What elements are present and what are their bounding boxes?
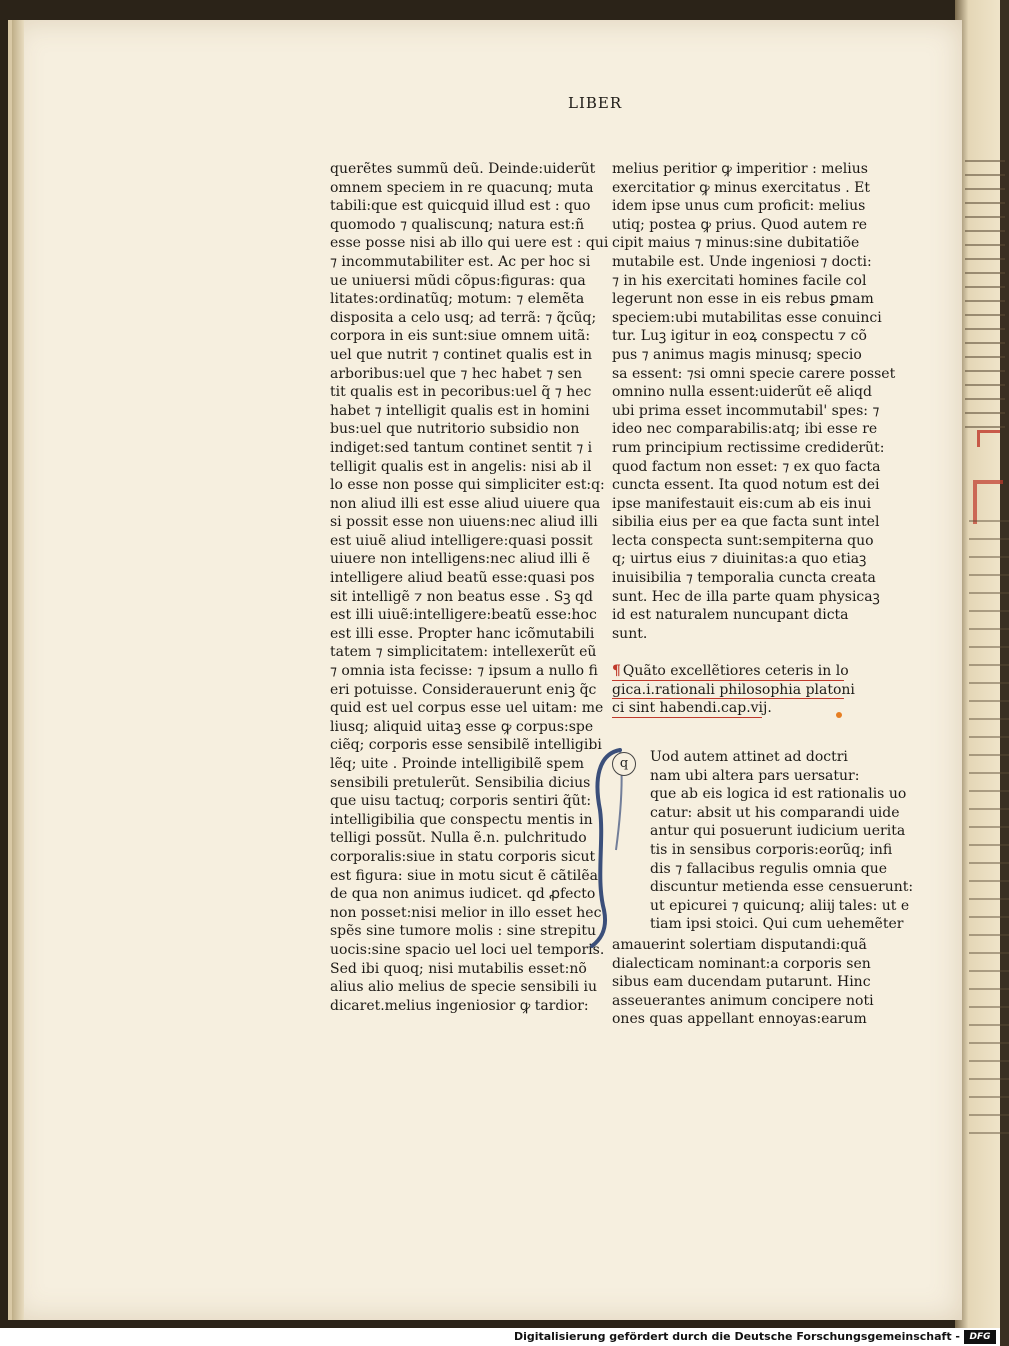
pilcrow-icon: ¶ <box>612 663 621 679</box>
text-line: intelligibilia que conspectu mentis in <box>330 811 593 828</box>
text-line: quod factum non esset: ⁊ ex quo facta <box>612 458 881 475</box>
text-line: ciẽq; corporis esse sensibilẽ intelligibi <box>330 737 602 754</box>
text-line: ⁊ in his exercitati homines facile col <box>612 272 867 289</box>
text-line: alius alio melius de specie sensibili iu <box>330 979 597 996</box>
text-line: spẽs sine tumore molis : sine strepitu <box>330 923 596 940</box>
text-line: legerunt non esse in eis rebus ꝑmam <box>612 291 874 308</box>
text-line: ideo nec comparabilis:atq; ibi esse re <box>612 421 878 438</box>
text-line: bus:uel que nutritorio subsidio non <box>330 421 580 438</box>
footer-bar <box>0 1328 1000 1346</box>
text-line: sunt. Hec de illa parte quam physicaꝫ <box>612 588 880 605</box>
text-line: discuntur metienda esse censuerunt: <box>650 879 914 896</box>
text-line: idem ipse unus cum proficit: melius <box>612 198 866 215</box>
rubric-underline <box>612 680 844 681</box>
text-line: litates:ordinatũq; motum: ⁊ elemẽta <box>330 291 585 308</box>
text-line: liusq; aliquid uitaꝫ esse ꝙ corpus:spe <box>330 718 594 735</box>
text-line: corporalis:siue in statu corporis sicut <box>330 848 596 865</box>
text-line: melius peritior ꝙ imperitior : melius <box>612 161 868 177</box>
text-line: corpora in eis sunt:siue omnem uitã: <box>330 328 591 345</box>
text-line: uel que nutrit ⁊ continet qualis est in <box>330 346 592 363</box>
text-line: intelligere aliud beatũ esse:quasi pos <box>330 570 595 587</box>
text-line: si possit esse non uiuens:nec aliud illi <box>330 514 598 531</box>
text-line: tatem ⁊ simplicitatem: intellexerũt eũ <box>330 644 597 661</box>
text-line: que ab eis logica id est rationalis uo <box>650 786 907 803</box>
footer-credit: Digitalisierung gefördert durch die Deutsche Forschungsgemeinschaft - <box>513 1330 960 1343</box>
text-line: ue uniuersi mũdi cõpus:figuras: qua <box>330 272 586 289</box>
dfg-logo: DFG <box>964 1330 996 1344</box>
text-line: telligit qualis est in angelis: nisi ab il <box>330 458 592 475</box>
text-line: tiam ipsi stoici. Qui cum uehemẽter <box>650 916 904 933</box>
text-line: lo esse non posse qui simpliciter est:q: <box>330 477 605 494</box>
text-line: ones quas appellant ennoyas:earum <box>612 1011 867 1028</box>
text-line: rum principium rectissime crediderũt: <box>612 439 885 456</box>
text-line: dis ⁊ fallacibus regulis omnia que <box>650 860 888 877</box>
text-line: arboribus:uel que ⁊ hec habet ⁊ sen <box>330 365 583 382</box>
text-line: sit intelligẽ ⁊ non beatus esse . Sꝫ qd <box>330 588 593 605</box>
text-line: mutabile est. Unde ingeniosi ⁊ docti: <box>612 253 872 270</box>
text-line: Sed ibi quoq; nisi mutabilis esset:nõ <box>330 960 587 977</box>
chapter-heading-line: ci sint habendi.cap.vij. <box>612 700 772 717</box>
text-line: id est naturalem nuncupant dicta <box>612 607 849 624</box>
facing-page-text-ghost <box>965 160 1005 440</box>
chapter-heading-line: ¶ Quãto excellẽtiores ceteris in lo <box>612 663 849 679</box>
text-line: Uod autem attinet ad doctri <box>650 749 848 765</box>
text-line: de qua non animus iudicet. qd ꝓfecto <box>330 886 596 903</box>
text-line: cuncta essent. Ita quod notum est dei <box>612 477 880 494</box>
text-line: amauerint solertiam disputandi:quã <box>612 937 867 953</box>
text-line: quomodo ⁊ qualiscunq; natura est:ñ <box>330 216 585 233</box>
text-line: cipit maius ⁊ minus:sine dubitatiõe <box>612 235 860 252</box>
text-line: sibilia eius per ea que facta sunt intel <box>612 514 880 531</box>
text-line: tit qualis est in pecoribus:uel q̃ ⁊ hec <box>330 384 592 401</box>
text-line: non posset:nisi melior in illo esset hec <box>330 904 602 921</box>
text-line: omnem speciem in re quacunq; muta <box>330 179 594 196</box>
guide-letter: q <box>612 752 636 776</box>
running-head: LIBER <box>568 94 623 112</box>
text-line: eri potuisse. Considerauerunt eniꝫ q̃c <box>330 681 597 698</box>
text-line: indiget:sed tantum continet sentit ⁊ i <box>330 439 593 456</box>
text-line: utiq; postea ꝙ prius. Quod autem re <box>612 216 868 233</box>
text-line: tabili:que est quicquid illud est : quo <box>330 198 591 215</box>
rubric-dot <box>836 712 842 718</box>
text-line: ipse manifestauit eis:cum ab eis inui <box>612 495 872 512</box>
text-line: inuisibilia ⁊ temporalia cuncta creata <box>612 570 876 587</box>
text-line: ⁊ omnia ista fecisse: ⁊ ipsum a nullo fi <box>330 663 598 680</box>
text-line: non aliud illi est esse aliud uiuere qua <box>330 495 601 512</box>
page-gutter <box>12 20 24 1320</box>
text-line: esse posse nisi ab illo qui uere est : qui <box>330 235 609 252</box>
text-line: dicaret.melius ingeniosior ꝙ tardior: <box>330 997 589 1014</box>
chapter-heading <box>612 662 862 718</box>
facing-page-rubric-mark <box>977 430 1000 447</box>
text-line: antur qui posuerunt iudicium ueritа <box>650 823 906 840</box>
facing-page-text-ghost-lower <box>969 520 1009 1140</box>
text-line: est illi esse. Propter hanc icõmutabili <box>330 625 595 642</box>
text-line: est illi uiuẽ:intelligere:beatũ esse:hoc <box>330 607 597 624</box>
text-line: ubi prima esset incommutabil' spes: ⁊ <box>612 402 880 419</box>
text-line: querẽtes summũ deũ. Deinde:uiderũt <box>330 161 596 177</box>
text-line: quid est uel corpus esse uel uitam: me <box>330 700 604 717</box>
text-line: sunt. <box>612 625 648 642</box>
text-line: exercitatior ꝙ minus exercitatus . Et <box>612 179 870 196</box>
text-line: uocis:sine spacio uel loci uel temporis. <box>330 941 605 958</box>
right-text-column-top <box>612 160 896 643</box>
text-line: catur: absit ut his comparandi uide <box>650 804 900 821</box>
text-line: nam ubi altera pars uersatur: <box>650 767 860 784</box>
text-line: ut epicurei ⁊ quicunq; aliĳ tales: ut e <box>650 897 910 914</box>
text-line: sensibili pretulerũt. Sensibilia dicius <box>330 774 591 791</box>
text-line: est figura: siue in motu sicut ẽ cãtilẽa: <box>330 867 603 884</box>
text-line: uiuere non intelligens:nec aliud illi ẽ <box>330 551 591 568</box>
text-line: asseuerantes animum concipere noti <box>612 992 874 1009</box>
right-text-column-indented <box>650 748 914 934</box>
facing-page-rubric-initial <box>973 480 1003 524</box>
text-line: speciem:ubi mutabilitas esse conuinci <box>612 309 882 326</box>
text-line: disposita a celo usq; ad terrã: ⁊ q̃cũq; <box>330 309 597 326</box>
text-line: q; uirtus eius ⁊ diuinitas:a quo etiaꝫ <box>612 551 867 568</box>
text-line: pus ⁊ animus magis minusq; specio <box>612 346 862 363</box>
chapter-heading-line: gica.i.rationali philosophia platoni <box>612 681 855 698</box>
text-line: lẽq; uite . Proinde intelligibilẽ spem <box>330 756 585 772</box>
text-line: telligi possũt. Nulla ẽ.n. pulchritudo <box>330 830 587 847</box>
left-text-column <box>330 160 609 1015</box>
rubric-underline <box>612 698 844 699</box>
text-line: ⁊ incommutabiliter est. Ac per hoc si <box>330 253 591 270</box>
text-line: habet ⁊ intelligit qualis est in homini <box>330 402 590 419</box>
text-line: tur. Luꝫ igitur in eoꝝ conspectu ⁊ cõ <box>612 328 867 345</box>
rubric-underline <box>612 717 762 718</box>
text-line: est uiuẽ aliud intelligere:quasi possit <box>330 532 593 549</box>
text-line: sibus eam ducendam putarunt. Hinc <box>612 974 871 991</box>
text-line: sa essent: ⁊si omni specie carere posset <box>612 365 896 382</box>
text-line: omnino nulla essent:uiderũt eẽ aliqd <box>612 384 872 401</box>
text-line: tis in sensibus corporis:eorũq; infi <box>650 841 893 858</box>
text-line: lecta conspecta sunt:sempiterna quo <box>612 532 874 549</box>
text-line: dialecticam nominant:a corporis sen <box>612 955 871 972</box>
right-text-column-bottom <box>612 936 874 1029</box>
text-line: que uisu tactuq; corporis sentiri q̃ũt: <box>330 793 592 810</box>
